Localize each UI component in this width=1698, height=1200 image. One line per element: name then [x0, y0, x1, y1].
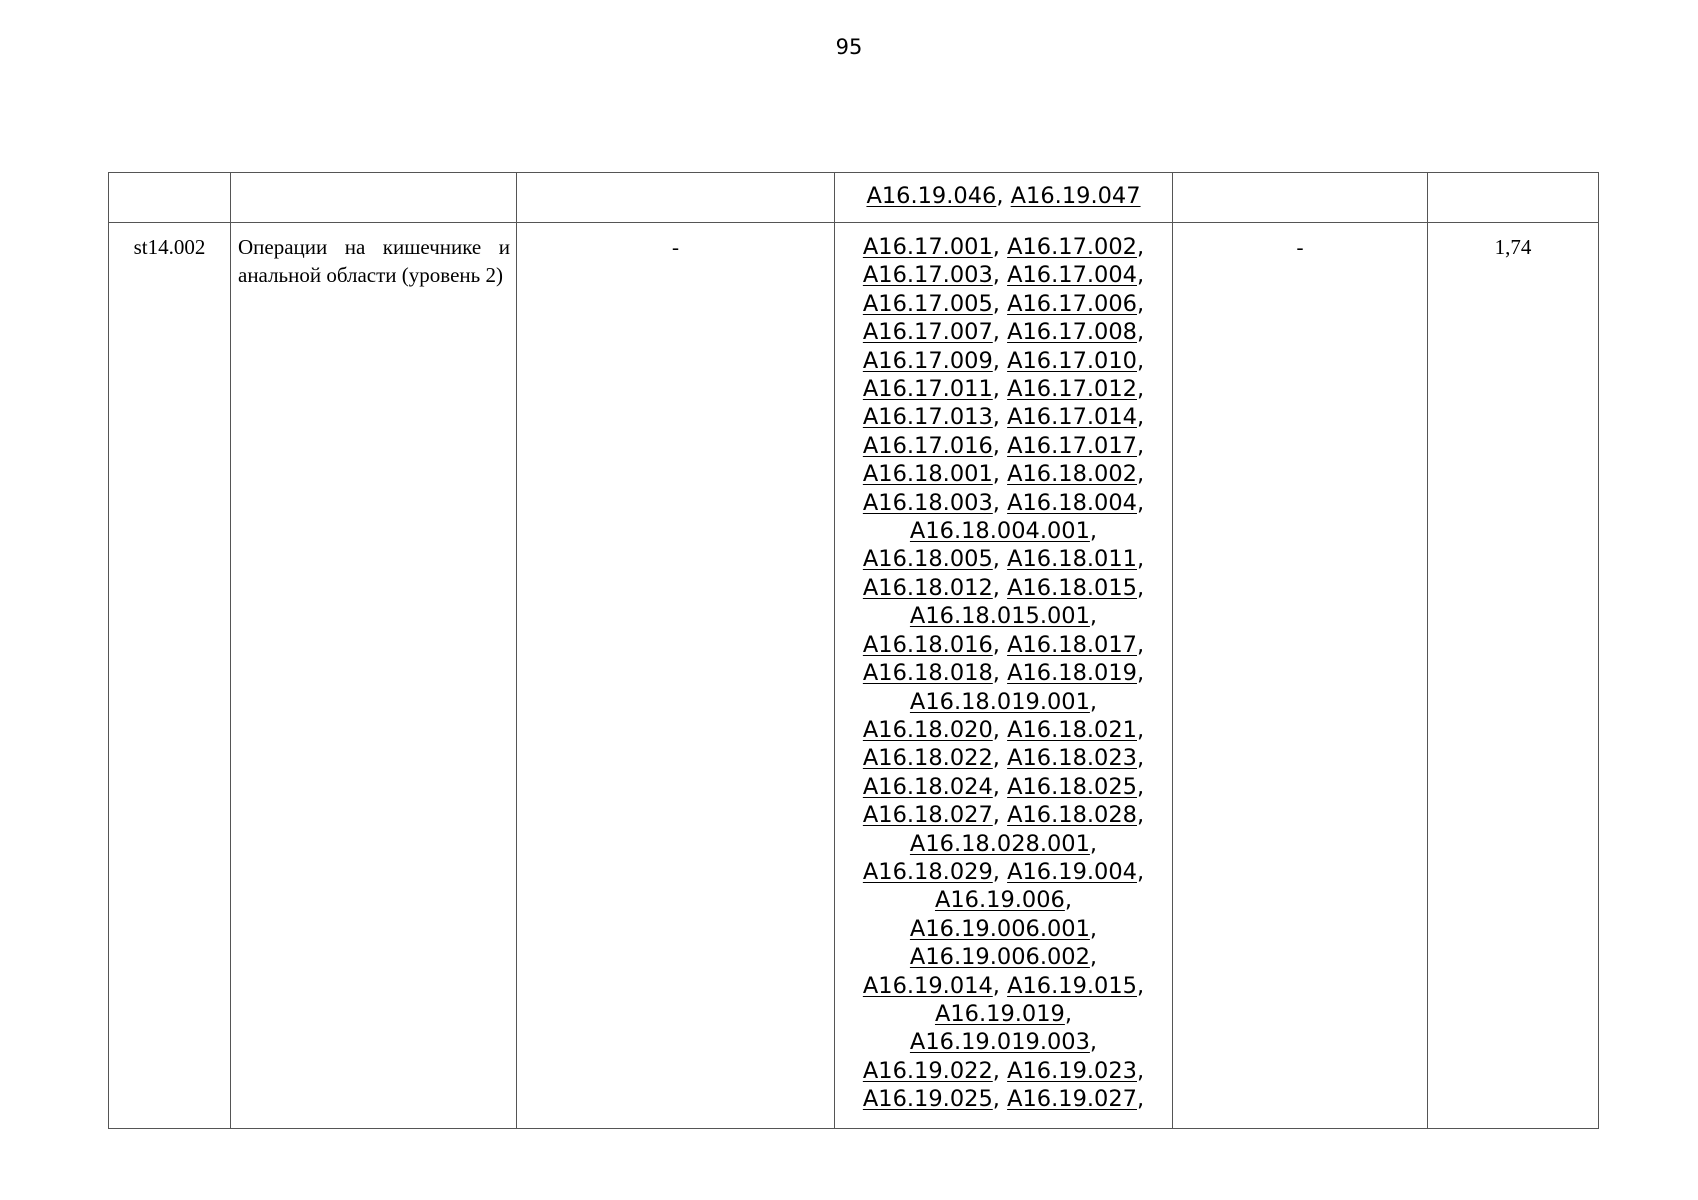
- procedure-code-link[interactable]: A16.18.004: [1007, 489, 1137, 516]
- procedure-code-link[interactable]: A16.18.028: [1007, 802, 1137, 829]
- code-line: A16.18.003, A16.18.004,: [862, 489, 1145, 516]
- cell-col3: [517, 173, 835, 223]
- code-line: A16.17.013, A16.17.014,: [862, 404, 1145, 431]
- code-line: A16.18.024, A16.18.025,: [862, 773, 1145, 800]
- code-line: A16.17.005, A16.17.006,: [862, 290, 1145, 317]
- procedure-code-link[interactable]: A16.18.019: [1007, 660, 1137, 687]
- procedure-code-link[interactable]: A16.18.024: [862, 773, 993, 800]
- code-line: A16.18.016, A16.18.017,: [862, 631, 1145, 658]
- procedure-code-link[interactable]: A16.18.022: [862, 745, 993, 772]
- code-line: A16.19.022, A16.19.023,: [862, 1057, 1145, 1084]
- code-line: A16.19.019.003,: [909, 1029, 1098, 1056]
- procedure-code-link[interactable]: A16.17.014: [1007, 404, 1137, 431]
- procedure-code-link[interactable]: A16.17.004: [1007, 262, 1137, 289]
- procedure-code-link[interactable]: A16.17.002: [1007, 234, 1137, 260]
- table-row-continuation: [109, 173, 1599, 223]
- procedure-code-link[interactable]: A16.19.014: [862, 972, 993, 999]
- code-line: A16.19.046, A16.19.047: [866, 183, 1141, 209]
- procedure-code-link[interactable]: A16.18.027: [862, 802, 993, 829]
- procedure-code-link[interactable]: A16.17.003: [862, 262, 993, 289]
- procedure-code-link[interactable]: A16.17.001: [862, 234, 993, 260]
- tariff-table: [108, 172, 1599, 1129]
- cell-col3: -: [517, 223, 835, 1129]
- procedure-code-link[interactable]: A16.18.004.001: [909, 518, 1090, 545]
- code-line: A16.17.011, A16.17.012,: [862, 376, 1145, 403]
- procedure-code-link[interactable]: A16.18.021: [1007, 716, 1137, 743]
- procedure-code-link[interactable]: A16.18.025: [1007, 773, 1137, 800]
- procedure-code-link[interactable]: A16.17.013: [862, 404, 993, 431]
- procedure-code-link[interactable]: A16.18.015: [1007, 574, 1137, 601]
- code-line: A16.19.006.001,: [909, 915, 1098, 942]
- procedure-code-link[interactable]: A16.17.012: [1007, 376, 1137, 403]
- procedure-code-link[interactable]: A16.19.006.001: [909, 915, 1090, 942]
- procedure-code-link[interactable]: A16.18.028.001: [909, 830, 1090, 857]
- procedure-code-link[interactable]: A16.18.012: [862, 574, 993, 601]
- code-line: A16.17.007, A16.17.008,: [862, 319, 1145, 346]
- procedure-code-link[interactable]: A16.19.015: [1007, 972, 1137, 999]
- cell-code: [109, 173, 231, 223]
- code-line: A16.18.020, A16.18.021,: [862, 716, 1145, 743]
- procedure-code-link[interactable]: A16.17.010: [1007, 347, 1137, 374]
- procedure-code-link[interactable]: A16.19.006.002: [909, 944, 1090, 971]
- code-line: A16.19.019,: [934, 1000, 1073, 1027]
- code-line: A16.18.004.001,: [909, 518, 1098, 545]
- procedure-code-link[interactable]: A16.19.046: [866, 183, 997, 209]
- code-line: A16.19.025, A16.19.027,: [862, 1086, 1145, 1113]
- code-line: A16.17.003, A16.17.004,: [862, 262, 1145, 289]
- procedure-code-link[interactable]: A16.18.005: [862, 546, 993, 573]
- procedure-code-link[interactable]: A16.19.019.003: [909, 1029, 1090, 1056]
- page-number: 95: [835, 35, 863, 59]
- procedure-code-link[interactable]: A16.17.007: [862, 319, 993, 346]
- procedure-code-link[interactable]: A16.19.023: [1007, 1057, 1137, 1084]
- code-line: A16.17.016, A16.17.017,: [862, 432, 1145, 459]
- code-line: A16.18.001, A16.18.002,: [862, 461, 1145, 488]
- code-line: A16.18.012, A16.18.015,: [862, 574, 1145, 601]
- code-line: A16.18.015.001,: [909, 603, 1098, 630]
- procedure-code-link[interactable]: A16.17.016: [862, 432, 993, 459]
- code-line: A16.18.029, A16.19.004,: [862, 858, 1145, 885]
- code-line: A16.18.018, A16.18.019,: [862, 660, 1145, 687]
- procedure-code-link[interactable]: A16.17.005: [862, 290, 993, 317]
- code-line: A16.18.019.001,: [909, 688, 1098, 715]
- procedure-code-link[interactable]: A16.19.006: [934, 887, 1065, 914]
- code-line: A16.18.005, A16.18.011,: [862, 546, 1145, 573]
- procedure-code-link[interactable]: A16.17.011: [862, 376, 993, 403]
- cell-coef: 1,74: [1428, 223, 1599, 1129]
- procedure-code-link[interactable]: A16.18.019.001: [909, 688, 1090, 715]
- procedure-code-link[interactable]: A16.19.047: [1010, 183, 1141, 209]
- procedure-code-link[interactable]: A16.18.002: [1007, 461, 1137, 488]
- code-line: A16.18.027, A16.18.028,: [862, 802, 1145, 829]
- code-line: A16.18.022, A16.18.023,: [862, 745, 1145, 772]
- cell-code: st14.002: [109, 223, 231, 1129]
- procedure-code-link[interactable]: A16.18.018: [862, 660, 993, 687]
- procedure-code-link[interactable]: A16.18.003: [862, 489, 993, 516]
- cell-col5: -: [1173, 223, 1428, 1129]
- table-row-st14-002: [109, 223, 1599, 1129]
- procedure-code-link[interactable]: A16.18.001: [862, 461, 993, 488]
- cell-col5: [1173, 173, 1428, 223]
- cell-coef: [1428, 173, 1599, 223]
- procedure-code-link[interactable]: A16.19.027: [1007, 1086, 1137, 1113]
- procedure-code-link[interactable]: A16.18.011: [1007, 546, 1137, 573]
- code-line: A16.19.014, A16.19.015,: [862, 972, 1145, 999]
- procedure-code-link[interactable]: A16.18.017: [1007, 631, 1137, 658]
- cell-procedure-codes: [835, 173, 1173, 223]
- procedure-code-link[interactable]: A16.17.006: [1007, 290, 1137, 317]
- procedure-code-link[interactable]: A16.18.029: [862, 858, 993, 885]
- procedure-code-link[interactable]: A16.19.025: [862, 1086, 993, 1113]
- procedure-code-link[interactable]: A16.18.020: [862, 716, 993, 743]
- code-line: A16.19.006,: [934, 887, 1073, 914]
- code-line: A16.17.009, A16.17.010,: [862, 347, 1145, 374]
- cell-name: [231, 173, 517, 223]
- code-line: A16.18.028.001,: [909, 830, 1098, 857]
- cell-procedure-codes: [835, 223, 1173, 1129]
- procedure-code-link[interactable]: A16.17.008: [1007, 319, 1137, 346]
- procedure-code-link[interactable]: A16.18.023: [1007, 745, 1137, 772]
- procedure-code-link[interactable]: A16.19.004: [1007, 858, 1137, 885]
- cell-name: Операции на кишечнике и анальной области (уровень 2): [231, 223, 517, 1129]
- code-line: A16.19.006.002,: [909, 944, 1098, 971]
- procedure-code-link[interactable]: A16.17.009: [862, 347, 993, 374]
- procedure-code-link[interactable]: A16.18.015.001: [909, 603, 1090, 630]
- procedure-code-link[interactable]: A16.19.022: [862, 1057, 993, 1084]
- procedure-code-link[interactable]: A16.18.016: [862, 631, 993, 658]
- procedure-code-link[interactable]: A16.17.017: [1007, 432, 1137, 459]
- procedure-code-link[interactable]: A16.19.019: [934, 1000, 1065, 1027]
- code-line: A16.17.001, A16.17.002,: [862, 234, 1145, 260]
